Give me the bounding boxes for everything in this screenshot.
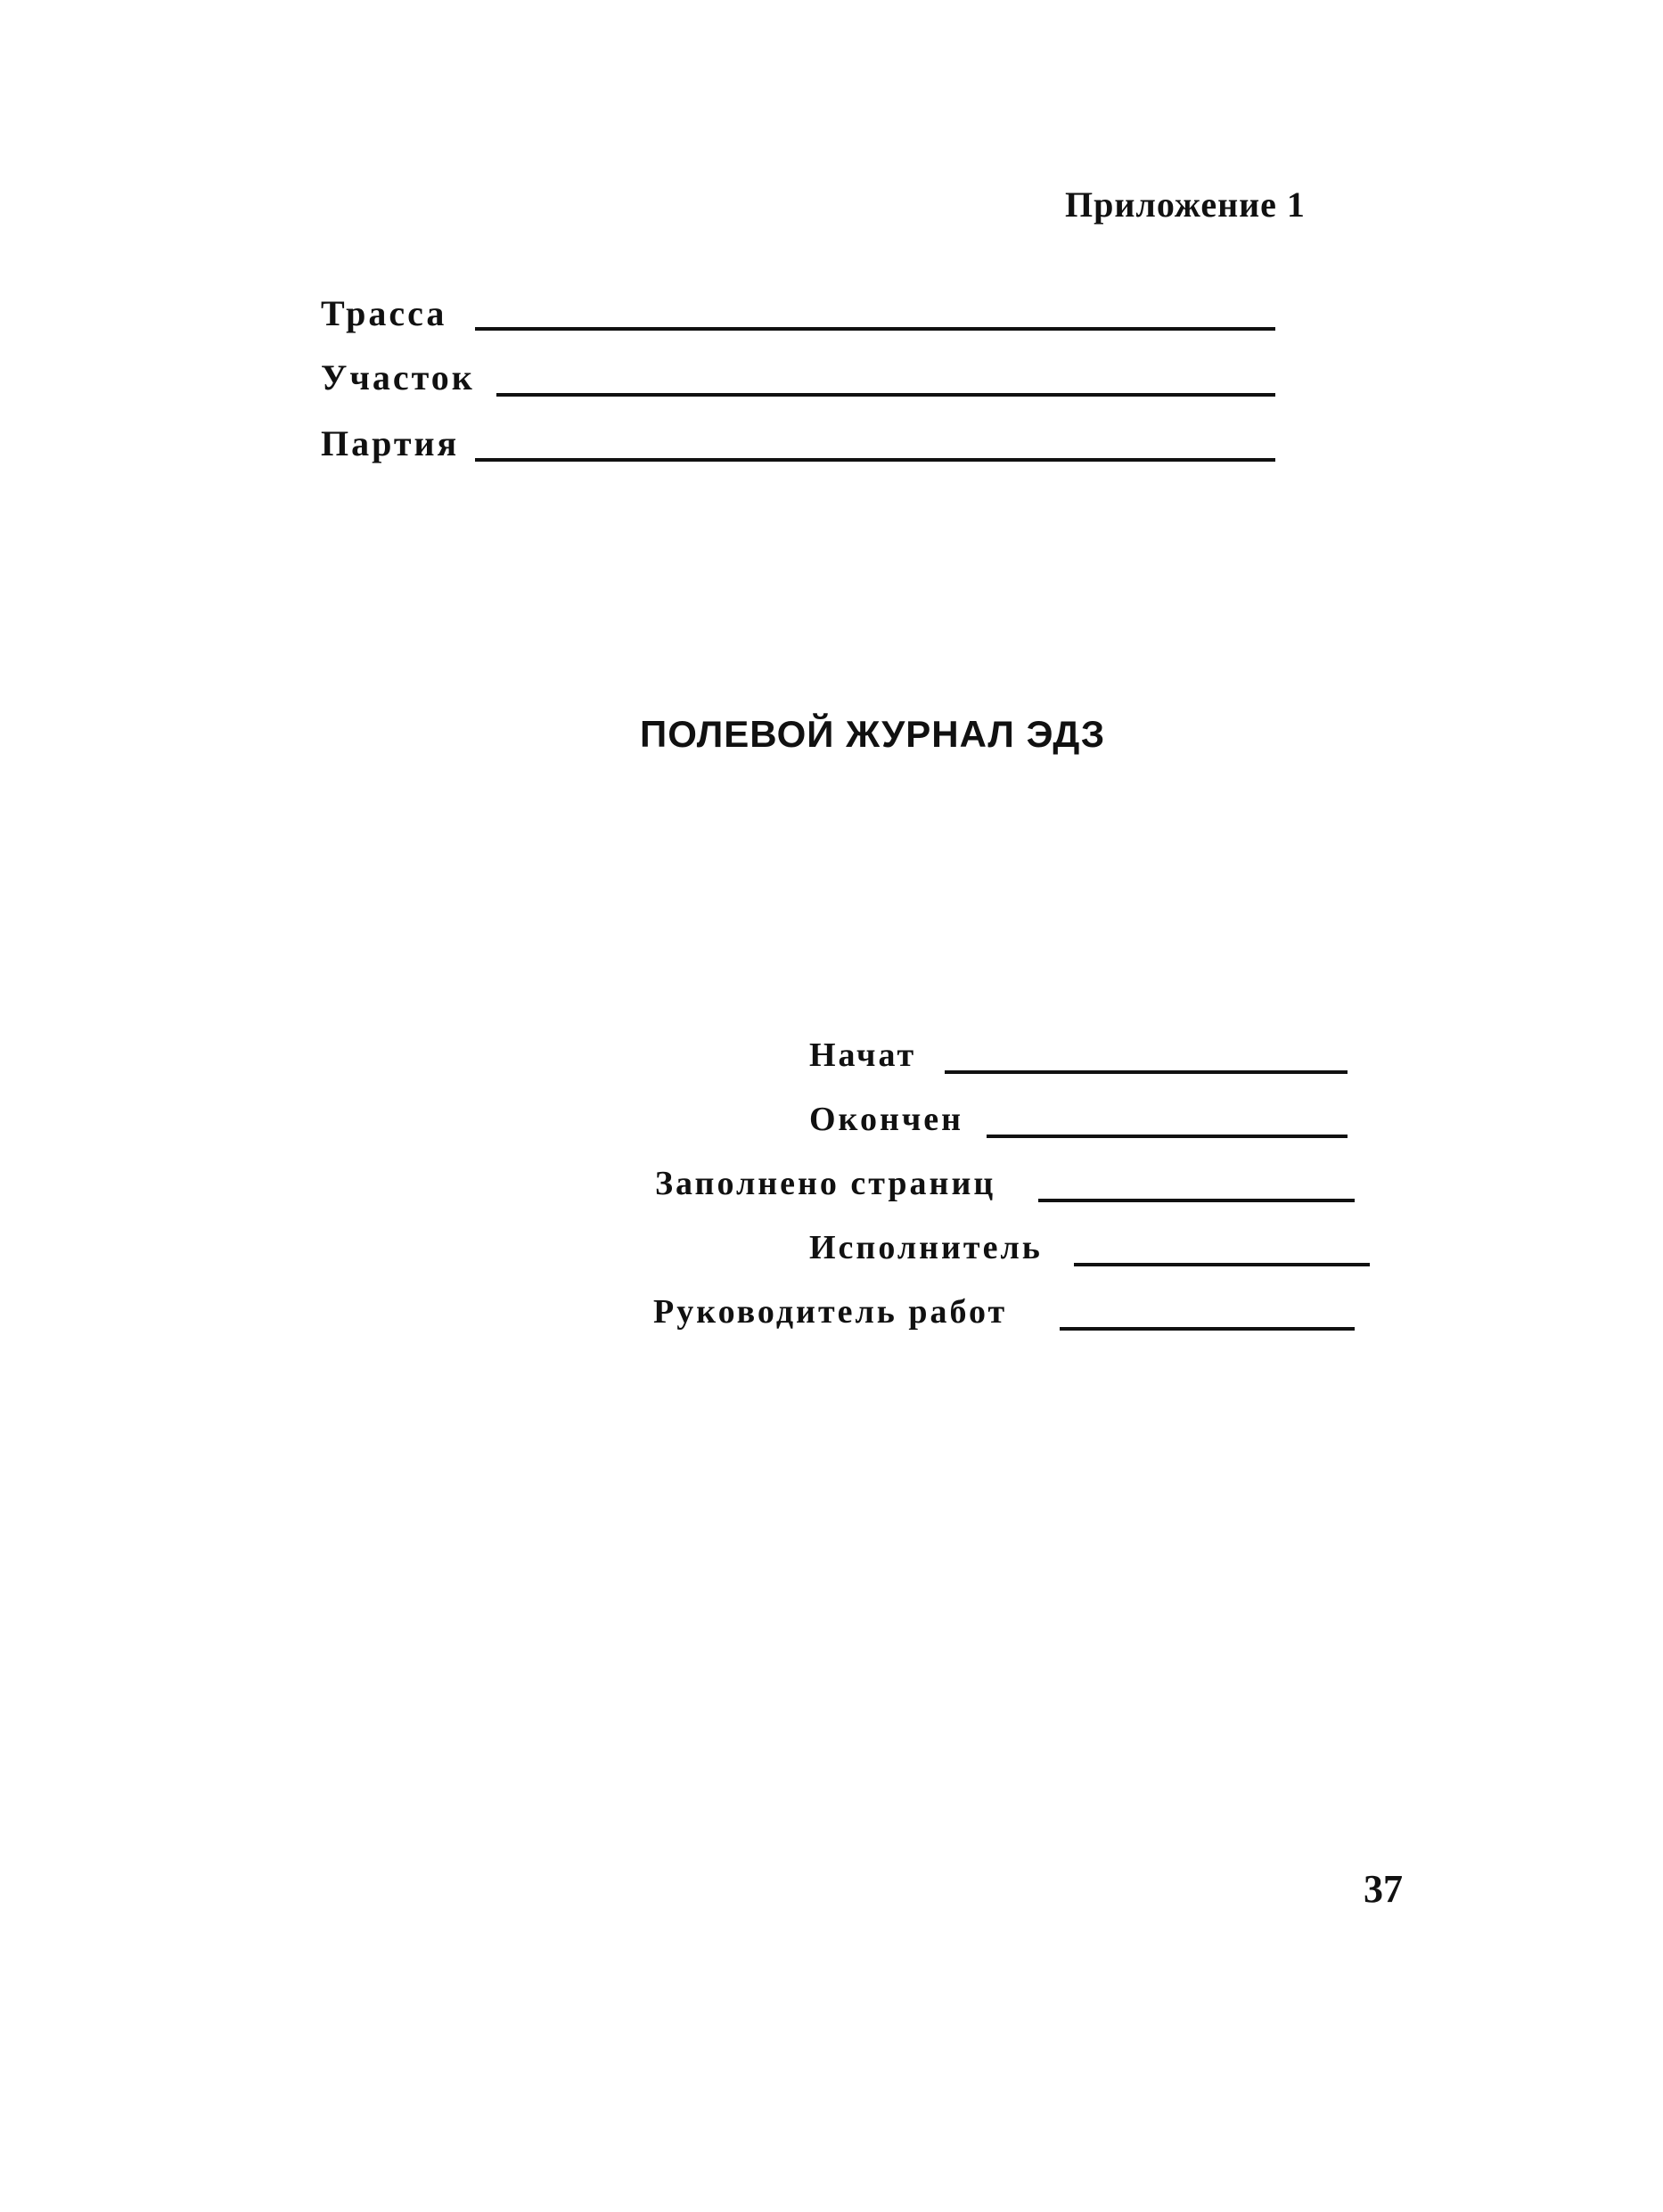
document-title: ПОЛЕВОЙ ЖУРНАЛ ЭДЗ	[640, 713, 1106, 755]
appendix-label: Приложение 1	[1065, 184, 1306, 225]
pages-filled-label: Заполнено страниц	[655, 1165, 996, 1202]
started-field[interactable]	[945, 1070, 1348, 1074]
party-label: Партия	[321, 423, 460, 463]
executor-field[interactable]	[1074, 1263, 1370, 1266]
executor-label: Исполнитель	[809, 1229, 1043, 1266]
route-label: Трасса	[321, 293, 447, 333]
party-field[interactable]	[475, 458, 1275, 462]
started-label: Начат	[809, 1036, 917, 1074]
supervisor-field[interactable]	[1060, 1327, 1355, 1331]
section-field[interactable]	[496, 393, 1275, 397]
section-label: Участок	[321, 357, 475, 397]
route-field[interactable]	[475, 327, 1275, 331]
pages-filled-field[interactable]	[1038, 1199, 1355, 1202]
supervisor-label: Руководитель работ	[653, 1293, 1008, 1331]
page-number: 37	[1364, 1867, 1403, 1911]
finished-label: Окончен	[809, 1101, 964, 1138]
finished-field[interactable]	[987, 1135, 1348, 1138]
